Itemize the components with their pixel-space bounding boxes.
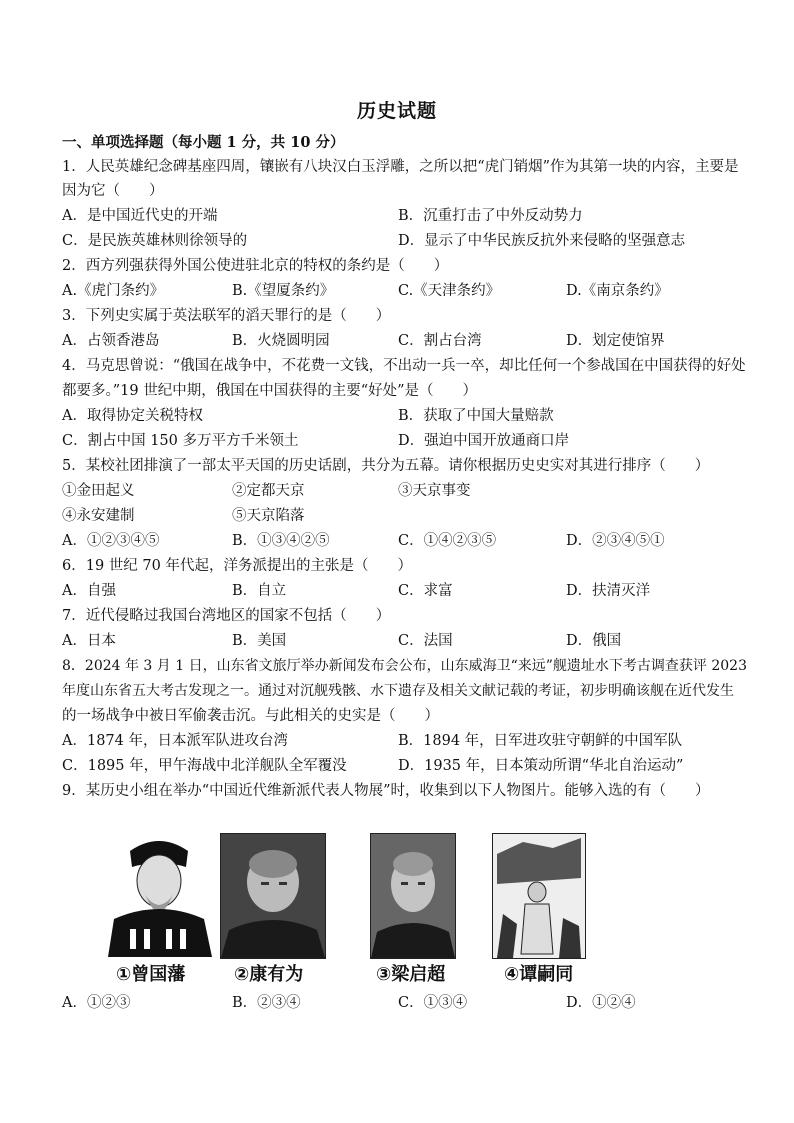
q5-option-a[interactable]: A．①②③④⑤ [62, 533, 160, 549]
q6-option-a[interactable]: A．自强 [62, 583, 116, 599]
portrait-photo-3 [370, 833, 456, 959]
portrait-caption-2: ②康有为 [234, 964, 304, 985]
q2-option-b[interactable]: B.《望厦条约》 [232, 283, 335, 299]
q5-item-1: ①金田起义 [62, 483, 135, 499]
q9-option-d[interactable]: D．①②④ [566, 995, 636, 1011]
question-7-text: 7．近代侵略过我国台湾地区的国家不包括（ ） [62, 608, 391, 624]
portrait-4-image [493, 834, 585, 958]
question-2-text: 2．西方列强获得外国公使进驻北京的特权的条约是（ ） [62, 258, 449, 274]
q3-option-a[interactable]: A．占领香港岛 [62, 333, 160, 349]
q1-option-b[interactable]: B．沉重打击了中外反动势力 [398, 208, 583, 224]
q9-option-c[interactable]: C．①③④ [398, 995, 468, 1011]
portrait-photo-2 [220, 833, 326, 959]
q5-item-3: ③天京事变 [398, 483, 471, 499]
q7-option-c[interactable]: C．法国 [398, 633, 453, 649]
portrait-photo-4 [492, 833, 586, 959]
q5-option-d[interactable]: D．②③④⑤① [566, 533, 665, 549]
q2-option-d[interactable]: D.《南京条约》 [566, 283, 669, 299]
question-3-text: 3．下列史实属于英法联军的滔天罪行的是（ ） [62, 308, 391, 324]
q3-option-c[interactable]: C．割占台湾 [398, 333, 482, 349]
q7-option-a[interactable]: A．日本 [62, 633, 116, 649]
portrait-caption-1: ①曾国藩 [116, 964, 186, 985]
q8-option-b[interactable]: B．1894 年，日军进攻驻守朝鲜的中国军队 [398, 733, 683, 749]
q2-option-c[interactable]: C.《天津条约》 [398, 283, 501, 299]
q6-option-b[interactable]: B．自立 [232, 583, 287, 599]
q9-option-b[interactable]: B．②③④ [232, 995, 301, 1011]
question-9-text: 9．某历史小组在举办“中国近代维新派代表人物展”时，收集到以下人物图片。能够入选的有（ ） [62, 783, 710, 799]
q6-option-c[interactable]: C．求富 [398, 583, 453, 599]
q7-option-b[interactable]: B．美国 [232, 633, 287, 649]
question-4-text: 4．马克思曾说：“俄国在战争中，不花费一文钱，不出动一兵一卒，却比任何一个参战国在中国获得的好处 [62, 358, 746, 374]
section-heading: 一、单项选择题（每小题 1 分，共 10 分） [62, 134, 345, 151]
question-8-text-cont1: 年度山东省五大考古发现之一。通过对沉舰残骸、水下遗存及相关文献记载的考证，初步明确该舰在近代发生 [62, 683, 734, 699]
question-6-text: 6．19 世纪 70 年代起，洋务派提出的主张是（ ） [62, 558, 412, 574]
q1-option-a[interactable]: A．是中国近代史的开端 [62, 208, 218, 224]
portrait-photo-1 [100, 833, 218, 957]
q8-option-c[interactable]: C．1895 年，甲午海战中北洋舰队全军覆没 [62, 758, 347, 774]
page-title: 历史试题 [356, 100, 437, 122]
q4-option-a[interactable]: A．取得协定关税特权 [62, 408, 203, 424]
q1-option-d[interactable]: D．显示了中华民族反抗外来侵略的坚强意志 [398, 233, 686, 249]
question-8-text-cont2: 的一场战争中被日军偷袭击沉。与此相关的史实是（ ） [62, 708, 439, 724]
q3-option-b[interactable]: B．火烧圆明园 [232, 333, 330, 349]
q4-option-b[interactable]: B．获取了中国大量赔款 [398, 408, 554, 424]
question-1-text: 1．人民英雄纪念碑基座四周，镶嵌有八块汉白玉浮雕，之所以把“虎门销烟”作为其第一块的内容，主要是 [62, 159, 739, 175]
q5-option-c[interactable]: C．①④②③⑤ [398, 533, 497, 549]
q7-option-d[interactable]: D．俄国 [566, 633, 622, 649]
q4-option-d[interactable]: D．强迫中国开放通商口岸 [398, 433, 570, 449]
portrait-caption-3: ③梁启超 [376, 964, 446, 985]
q6-option-d[interactable]: D．扶清灭洋 [566, 583, 651, 599]
q5-option-b[interactable]: B．①③④②⑤ [232, 533, 330, 549]
q3-option-d[interactable]: D．划定使馆界 [566, 333, 665, 349]
question-1-text-cont: 因为它（ ） [62, 183, 164, 199]
portrait-caption-4: ④谭嗣同 [504, 964, 574, 985]
question-8-text: 8．2024 年 3 月 1 日，山东省文旅厅举办新闻发布会公布，山东威海卫“来远”舰遗址水下考古调查获评 2023 [62, 658, 747, 674]
q8-option-d[interactable]: D．1935 年，日本策动所谓“华北自治运动” [398, 758, 684, 774]
q5-item-5: ⑤天京陷落 [232, 508, 305, 524]
q2-option-a[interactable]: A.《虎门条约》 [62, 283, 165, 299]
portrait-2-image [221, 834, 325, 958]
portrait-1-image [100, 833, 218, 957]
q8-option-a[interactable]: A．1874 年，日本派军队进攻台湾 [62, 733, 288, 749]
question-4-text-cont: 都要多。”19 世纪中期，俄国在中国获得的主要“好处”是（ ） [62, 383, 478, 399]
q5-item-4: ④永安建制 [62, 508, 135, 524]
q9-option-a[interactable]: A．①②③ [62, 995, 131, 1011]
q4-option-c[interactable]: C．割占中国 150 多万平方千米领土 [62, 433, 299, 449]
question-5-text: 5．某校社团排演了一部太平天国的历史话剧，共分为五幕。请你根据历史史实对其进行排序（ ） [62, 458, 710, 474]
portrait-3-image [371, 834, 455, 958]
q1-option-c[interactable]: C．是民族英雄林则徐领导的 [62, 233, 248, 249]
q5-item-2: ②定都天京 [232, 483, 305, 499]
